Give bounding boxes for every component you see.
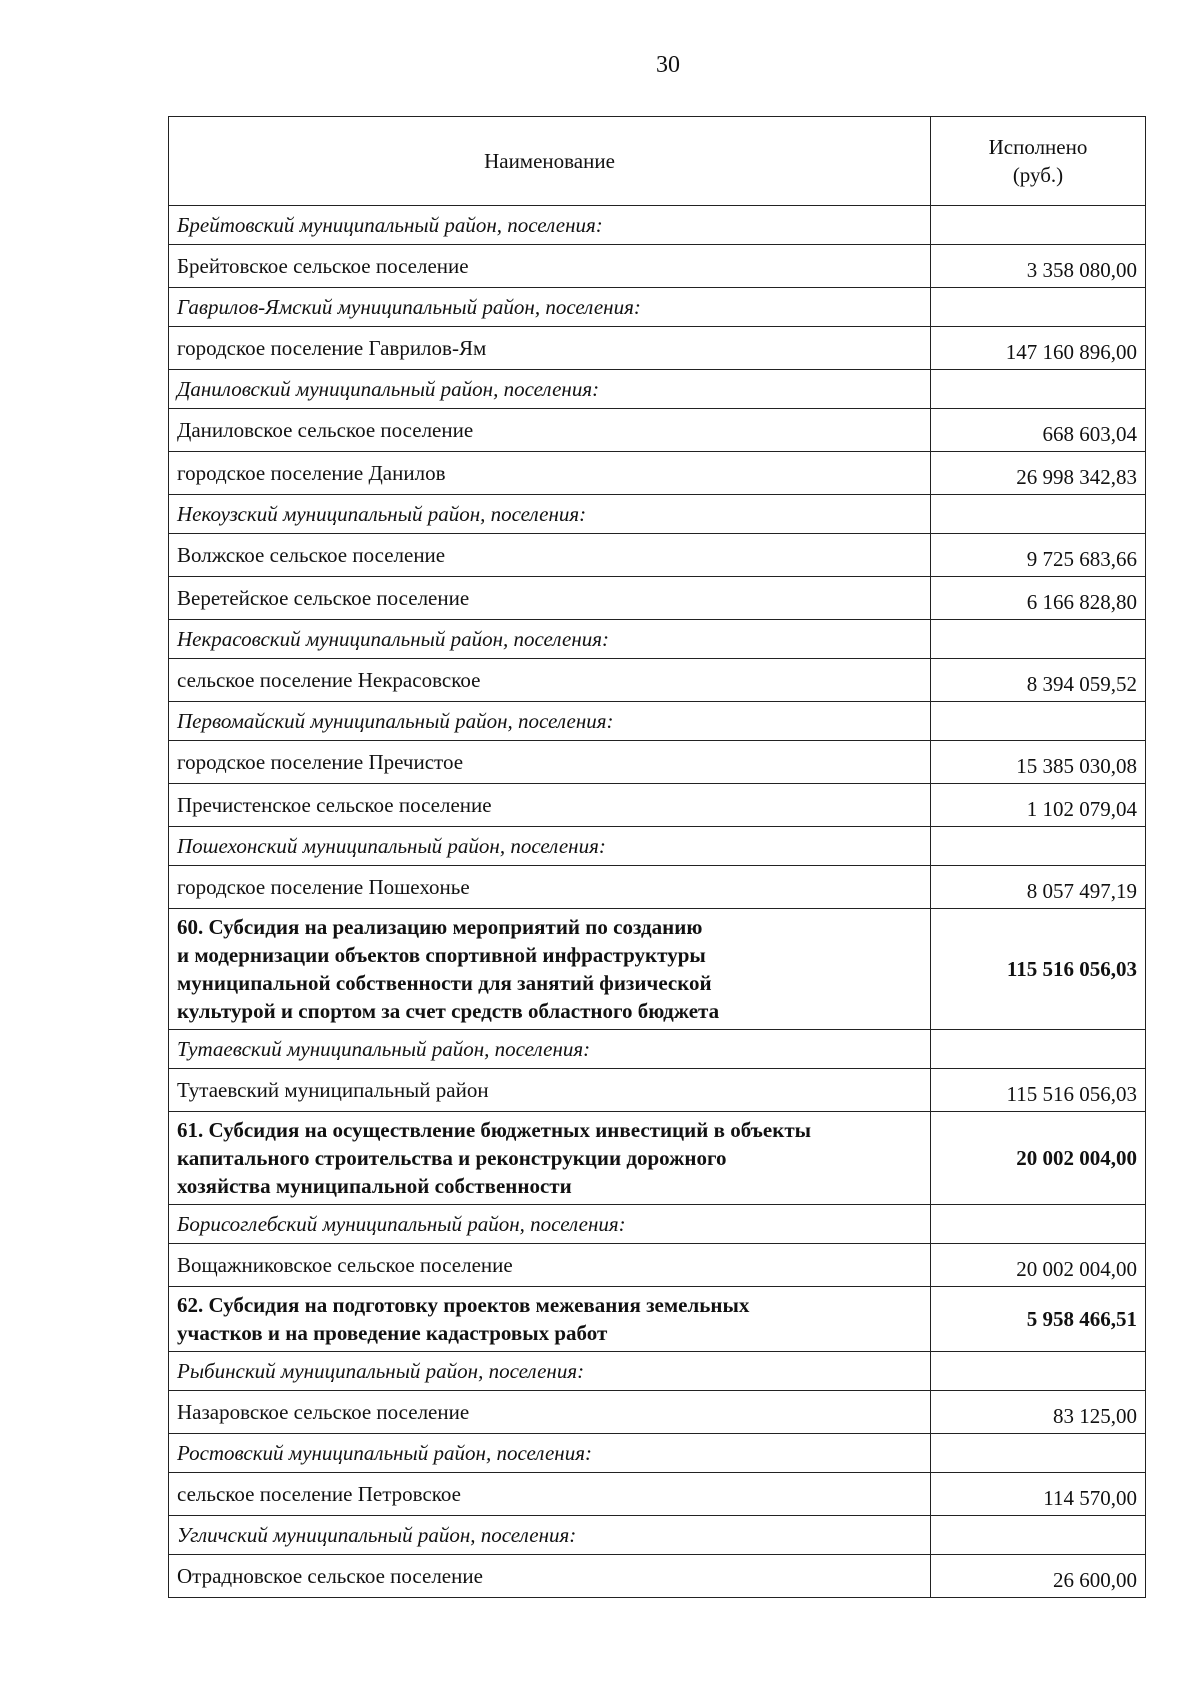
settlement-row	[169, 452, 1146, 495]
executed-amount	[931, 206, 1146, 245]
district-name: Первомайский муниципальный район, поселения:	[169, 702, 931, 741]
settlement-row	[169, 1555, 1146, 1598]
subsidy-row	[169, 1112, 1146, 1205]
executed-amount: 115 516 056,03	[931, 1069, 1146, 1112]
settlement-name: городское поселение Данилов	[169, 452, 931, 495]
settlement-row	[169, 1473, 1146, 1516]
settlement-name: городское поселение Пречистое	[169, 741, 931, 784]
settlement-row	[169, 577, 1146, 620]
table-header-row	[169, 117, 1146, 206]
district-row	[169, 1434, 1146, 1473]
executed-amount	[931, 1030, 1146, 1069]
settlement-row	[169, 866, 1146, 909]
subsidy-name	[169, 1287, 931, 1352]
header-executed-line2: (руб.)	[1012, 163, 1064, 187]
executed-amount: 83 125,00	[931, 1391, 1146, 1434]
subsidy-name	[169, 1112, 931, 1205]
subsidy-name-line: 61. Субсидия на осуществление бюджетных инвестиций в объекты	[177, 1118, 812, 1142]
district-row	[169, 370, 1146, 409]
district-row	[169, 1205, 1146, 1244]
executed-amount: 114 570,00	[931, 1473, 1146, 1516]
subsidy-row	[169, 1287, 1146, 1352]
settlement-row	[169, 1244, 1146, 1287]
executed-amount: 6 166 828,80	[931, 577, 1146, 620]
subsidy-name-line: 60. Субсидия на реализацию мероприятий по созданию	[177, 915, 703, 939]
district-name: Борисоглебский муниципальный район, поселения:	[169, 1205, 931, 1244]
subsidy-name-line: 62. Субсидия на подготовку проектов межевания земельных	[177, 1293, 750, 1317]
subsidy-name	[169, 909, 931, 1030]
settlement-name: Назаровское сельское поселение	[169, 1391, 931, 1434]
header-executed-line1: Исполнено	[988, 135, 1088, 159]
district-row	[169, 702, 1146, 741]
subsidy-name-line: и модернизации объектов спортивной инфраструктуры	[177, 943, 706, 967]
subsidy-total: 20 002 004,00	[931, 1112, 1146, 1205]
settlement-name: Даниловское сельское поселение	[169, 409, 931, 452]
settlement-row	[169, 1391, 1146, 1434]
settlement-name: городское поселение Пошехонье	[169, 866, 931, 909]
executed-amount	[931, 288, 1146, 327]
executed-amount: 1 102 079,04	[931, 784, 1146, 827]
subsidy-name-line: участков и на проведение кадастровых работ	[177, 1321, 608, 1345]
settlement-name: Вощажниковское сельское поселение	[169, 1244, 931, 1287]
settlement-name: Пречистенское сельское поселение	[169, 784, 931, 827]
executed-amount: 147 160 896,00	[931, 327, 1146, 370]
settlement-row	[169, 534, 1146, 577]
settlement-row	[169, 327, 1146, 370]
executed-amount	[931, 1352, 1146, 1391]
district-row	[169, 827, 1146, 866]
district-name: Даниловский муниципальный район, поселения:	[169, 370, 931, 409]
executed-amount: 668 603,04	[931, 409, 1146, 452]
settlement-row	[169, 659, 1146, 702]
executed-amount: 26 600,00	[931, 1555, 1146, 1598]
subsidy-total: 115 516 056,03	[931, 909, 1146, 1030]
executed-amount	[931, 702, 1146, 741]
executed-amount	[931, 1205, 1146, 1244]
executed-amount	[931, 620, 1146, 659]
settlement-name: Веретейское сельское поселение	[169, 577, 931, 620]
settlement-name: Волжское сельское поселение	[169, 534, 931, 577]
settlement-name: сельское поселение Петровское	[169, 1473, 931, 1516]
executed-amount	[931, 1516, 1146, 1555]
executed-amount	[931, 370, 1146, 409]
settlement-name: Брейтовское сельское поселение	[169, 245, 931, 288]
subsidy-name-line: муниципальной собственности для занятий физической	[177, 971, 712, 995]
district-name: Некрасовский муниципальный район, поселения:	[169, 620, 931, 659]
district-name: Пошехонский муниципальный район, поселения:	[169, 827, 931, 866]
subsidy-name-line: капитального строительства и реконструкции дорожного	[177, 1146, 727, 1170]
header-name: Наименование	[169, 117, 931, 206]
settlement-name: Тутаевский муниципальный район	[169, 1069, 931, 1112]
district-row	[169, 495, 1146, 534]
executed-amount: 9 725 683,66	[931, 534, 1146, 577]
budget-table	[168, 116, 1146, 1598]
district-row	[169, 206, 1146, 245]
executed-amount: 20 002 004,00	[931, 1244, 1146, 1287]
executed-amount: 3 358 080,00	[931, 245, 1146, 288]
executed-amount: 15 385 030,08	[931, 741, 1146, 784]
executed-amount: 8 057 497,19	[931, 866, 1146, 909]
district-row	[169, 620, 1146, 659]
district-name: Некоузский муниципальный район, поселения:	[169, 495, 931, 534]
district-row	[169, 1030, 1146, 1069]
district-name: Брейтовский муниципальный район, поселения:	[169, 206, 931, 245]
executed-amount: 8 394 059,52	[931, 659, 1146, 702]
subsidy-row	[169, 909, 1146, 1030]
settlement-row	[169, 784, 1146, 827]
settlement-name: сельское поселение Некрасовское	[169, 659, 931, 702]
table-body	[169, 206, 1146, 1598]
settlement-name: городское поселение Гаврилов-Ям	[169, 327, 931, 370]
settlement-row	[169, 409, 1146, 452]
district-name: Ростовский муниципальный район, поселения:	[169, 1434, 931, 1473]
district-row	[169, 1352, 1146, 1391]
district-name: Тутаевский муниципальный район, поселения:	[169, 1030, 931, 1069]
header-executed	[931, 117, 1146, 206]
executed-amount	[931, 827, 1146, 866]
district-name: Гаврилов-Ямский муниципальный район, поселения:	[169, 288, 931, 327]
settlement-row	[169, 741, 1146, 784]
district-row	[169, 1516, 1146, 1555]
subsidy-name-line: культурой и спортом за счет средств областного бюджета	[177, 999, 720, 1023]
executed-amount	[931, 495, 1146, 534]
page-number: 30	[656, 52, 680, 78]
subsidy-total: 5 958 466,51	[931, 1287, 1146, 1352]
district-name: Рыбинский муниципальный район, поселения:	[169, 1352, 931, 1391]
executed-amount	[931, 1434, 1146, 1473]
executed-amount: 26 998 342,83	[931, 452, 1146, 495]
settlement-row	[169, 1069, 1146, 1112]
district-name: Угличский муниципальный район, поселения:	[169, 1516, 931, 1555]
settlement-name: Отрадновское сельское поселение	[169, 1555, 931, 1598]
district-row	[169, 288, 1146, 327]
settlement-row	[169, 245, 1146, 288]
subsidy-name-line: хозяйства муниципальной собственности	[177, 1174, 572, 1198]
